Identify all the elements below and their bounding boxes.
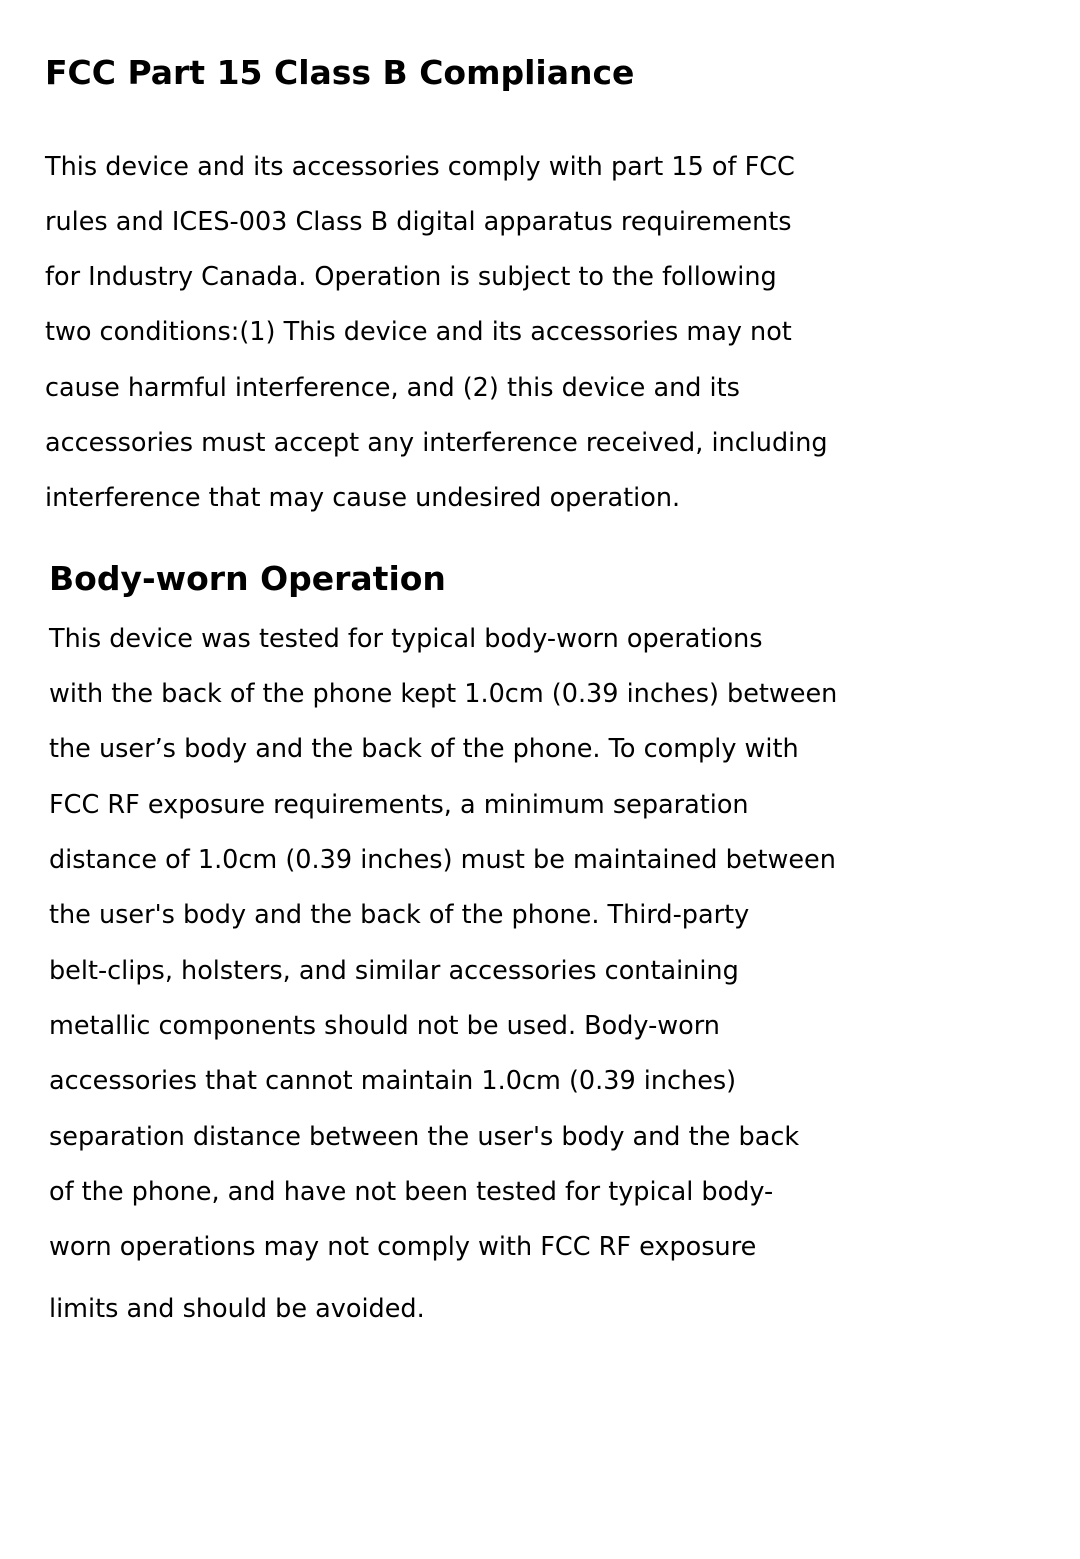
body-worn-heading: Body-worn Operation (49, 559, 446, 598)
body-worn-paragraph-line: This device was tested for typical body-worn operations (49, 624, 763, 654)
body-worn-paragraph-line: distance of 1.0cm (0.39 inches) must be maintained between (49, 845, 836, 875)
body-worn-paragraph-line: with the back of the phone kept 1.0cm (0.39 inches) between (49, 679, 838, 709)
body-worn-paragraph-line: FCC RF exposure requirements, a minimum separation (49, 790, 749, 820)
fcc-paragraph-line: interference that may cause undesired operation. (45, 483, 681, 513)
fcc-paragraph-line: accessories must accept any interference received, including (45, 428, 828, 458)
body-worn-paragraph-line: limits and should be avoided. (49, 1294, 425, 1324)
body-worn-paragraph-line: separation distance between the user's body and the back (49, 1122, 800, 1152)
fcc-paragraph-line: two conditions:(1) This device and its accessories may not (45, 317, 792, 347)
body-worn-paragraph-line: belt-clips, holsters, and similar accessories containing (49, 956, 739, 986)
body-worn-paragraph-line: of the phone, and have not been tested for typical body- (49, 1177, 774, 1207)
fcc-paragraph-line: This device and its accessories comply with part 15 of FCC (45, 152, 795, 182)
body-worn-paragraph-line: the user's body and the back of the phone. Third-party (49, 900, 750, 930)
fcc-paragraph-line: for Industry Canada. Operation is subject to the following (45, 262, 777, 292)
body-worn-paragraph-line: the user’s body and the back of the phone. To comply with (49, 734, 799, 764)
body-worn-paragraph-line: accessories that cannot maintain 1.0cm (0.39 inches) (49, 1066, 737, 1096)
body-worn-paragraph-line: worn operations may not comply with FCC RF exposure (49, 1232, 757, 1262)
fcc-paragraph-line: cause harmful interference, and (2) this device and its (45, 373, 740, 403)
body-worn-paragraph-line: metallic components should not be used. Body-worn (49, 1011, 720, 1041)
fcc-paragraph-line: rules and ICES-003 Class B digital apparatus requirements (45, 207, 792, 237)
fcc-compliance-heading: FCC Part 15 Class B Compliance (45, 53, 635, 92)
